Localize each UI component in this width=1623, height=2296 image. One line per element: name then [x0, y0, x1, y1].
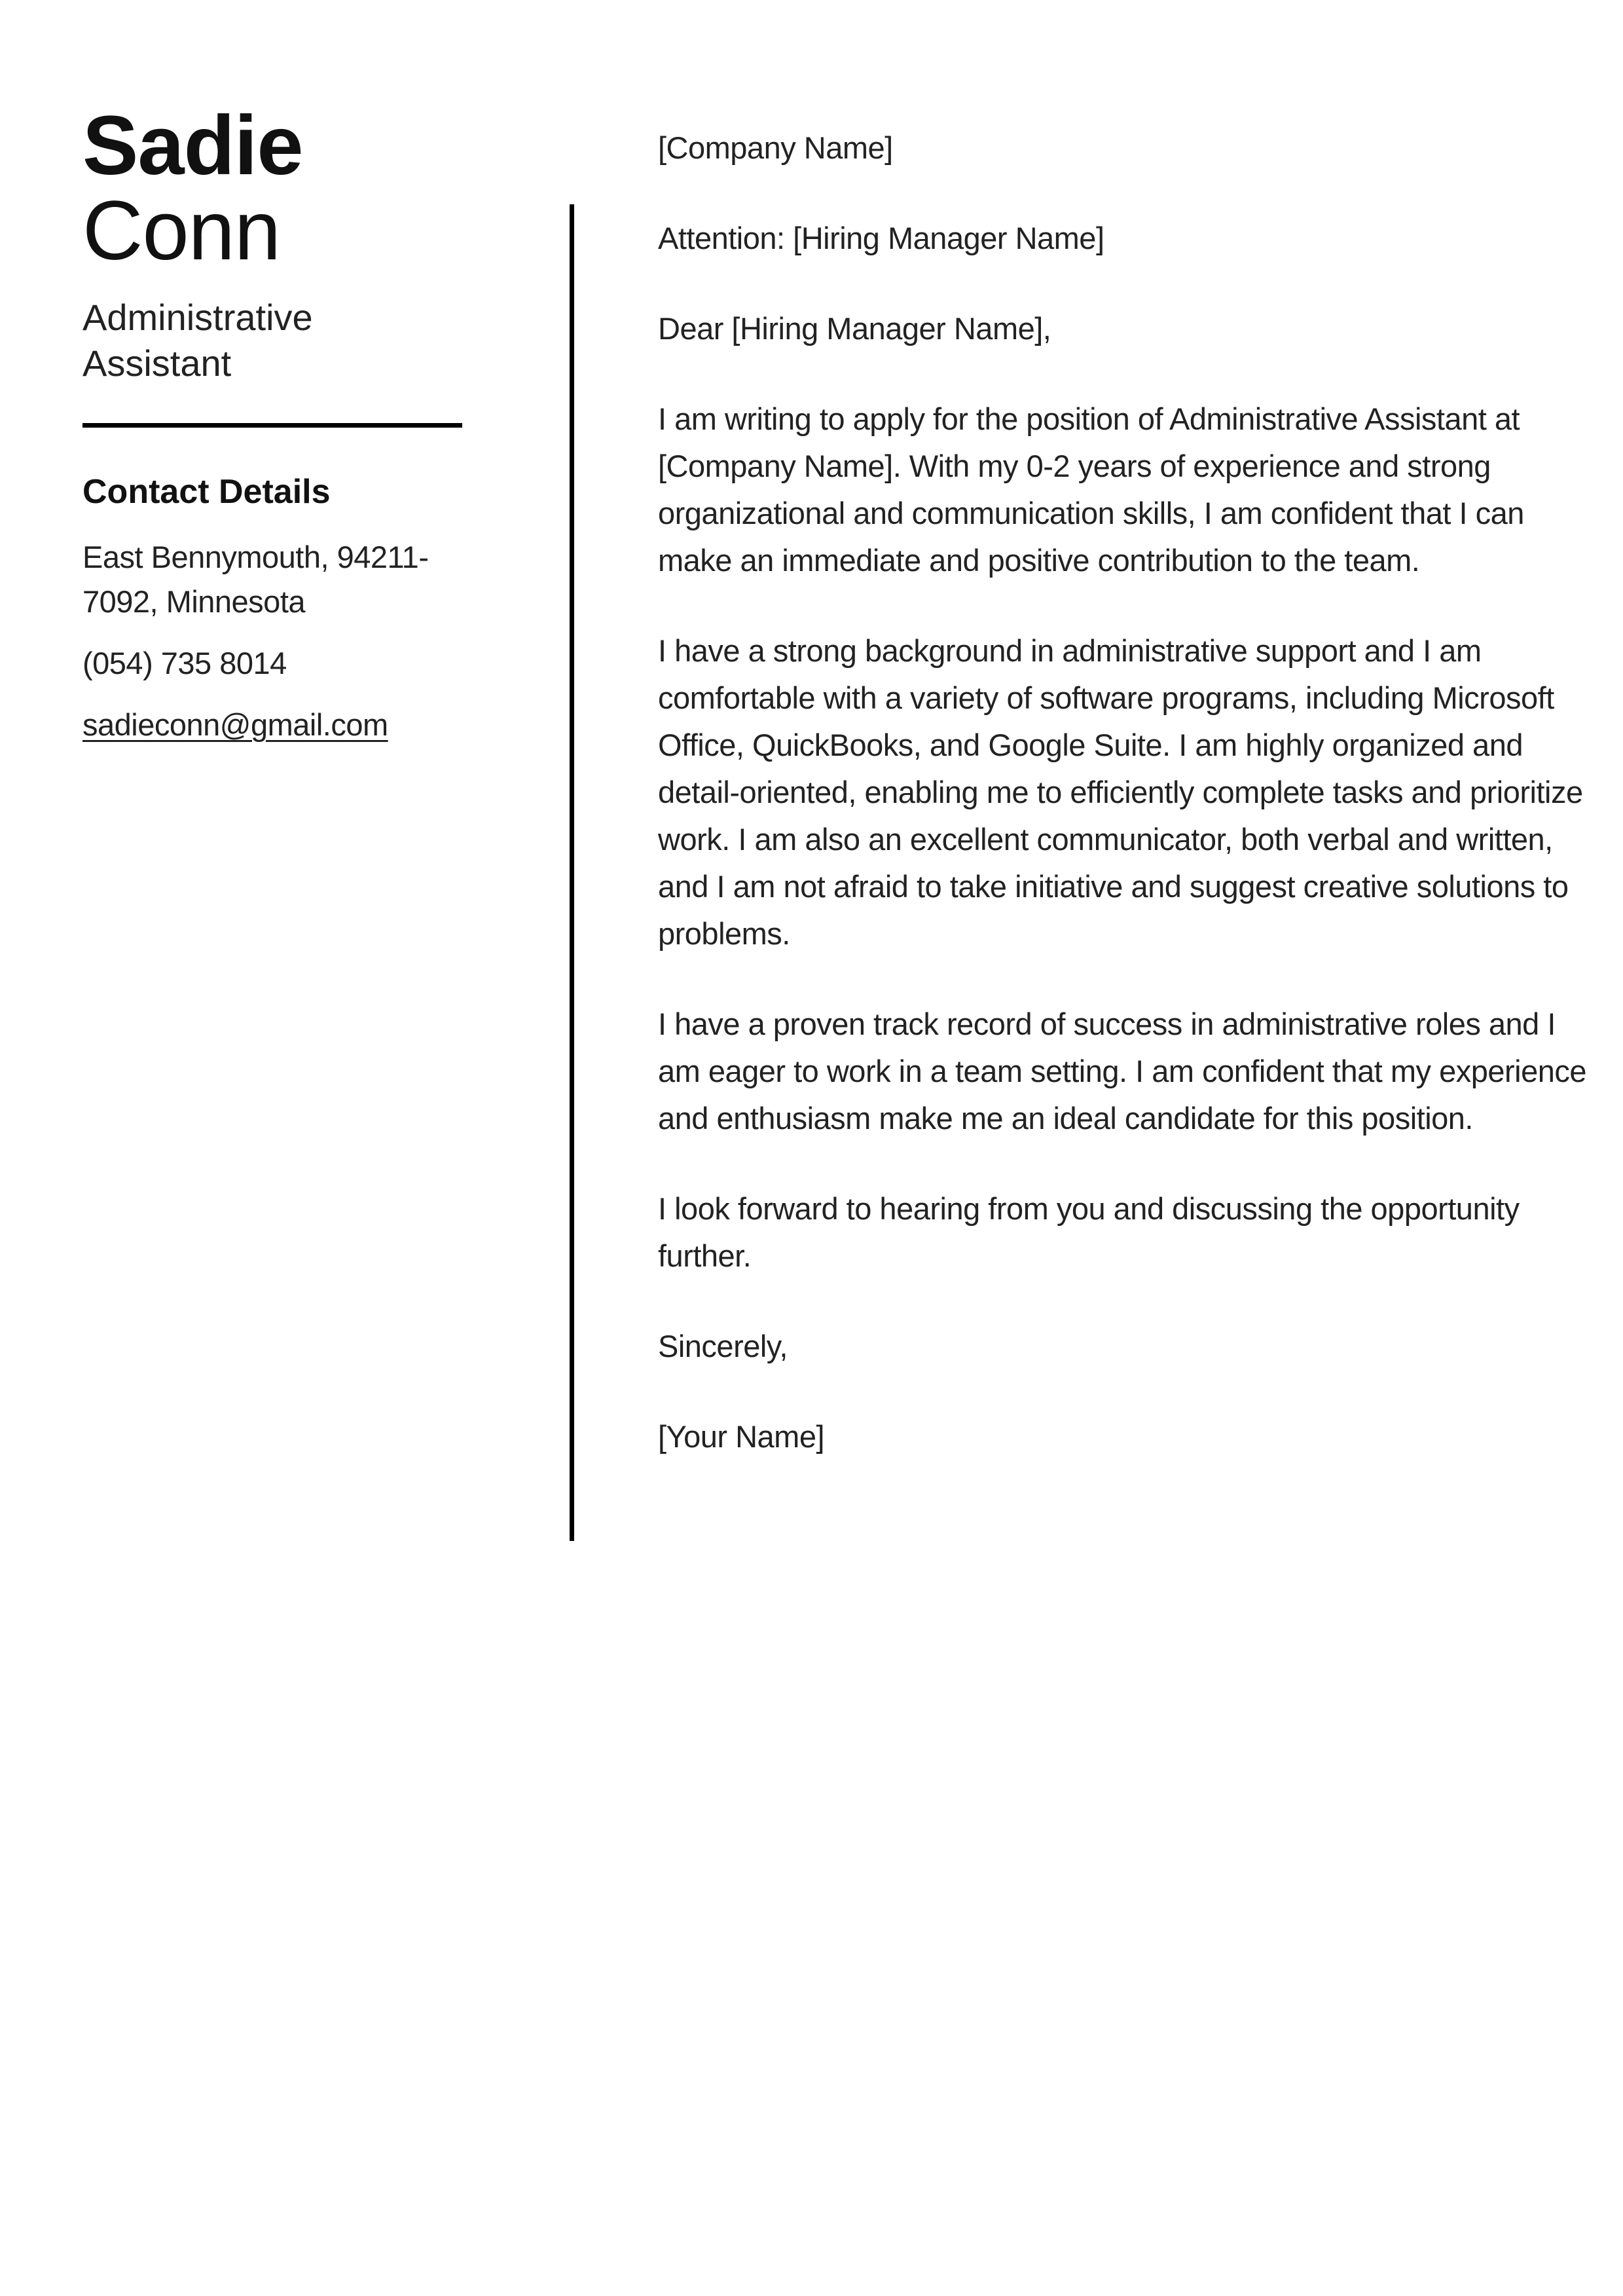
attention-line: Attention: [Hiring Manager Name]: [658, 221, 1104, 255]
job-title: Administrative Assistant: [82, 297, 313, 384]
contact-address: East Bennymouth, 94211-7092, Minnesota: [82, 540, 429, 619]
salutation: Dear [Hiring Manager Name],: [658, 311, 1051, 346]
company-line: [Company Name]: [658, 130, 893, 165]
body-paragraph: I look forward to hearing from you and discussing the opportunity further.: [658, 1191, 1520, 1273]
signature: [Your Name]: [658, 1419, 825, 1454]
candidate-name: [82, 99, 475, 278]
letter-body: [658, 124, 1588, 1460]
contact-details-heading: Contact Details: [82, 473, 331, 511]
body-paragraph: I am writing to apply for the position of Administrative Assistant at [Company Name]. With my 0-2 years of experience and strong organizational and communication skills, I am confident that I can make an immediate and positive contribution to the team.: [658, 401, 1524, 578]
vertical-divider: [570, 204, 574, 1541]
horizontal-divider: [82, 423, 462, 428]
body-paragraph: I have a strong background in administrative support and I am comfortable with a variety of software programs, including Microsoft Office, QuickBooks, and Google Suite. I am highly organized and detail-oriented, enabling me to efficiently complete tasks and prioritize work. I am also an excellent communicator, both verbal and written, and I am not afraid to take initiative and suggest creative solutions to problems.: [658, 633, 1583, 951]
candidate-last-name: Conn: [82, 184, 280, 278]
email-link[interactable]: sadieconn@gmail.com: [82, 707, 388, 742]
body-paragraph: I have a proven track record of success in administrative roles and I am eager to work in a team setting. I am confident that my experience and enthusiasm make me an ideal candidate for this position.: [658, 1007, 1587, 1136]
sidebar: [82, 99, 475, 747]
candidate-first-name: Sadie: [82, 99, 303, 193]
contact-email: [82, 703, 475, 747]
closing: Sincerely,: [658, 1329, 788, 1363]
contact-phone: (054) 735 8014: [82, 646, 287, 680]
